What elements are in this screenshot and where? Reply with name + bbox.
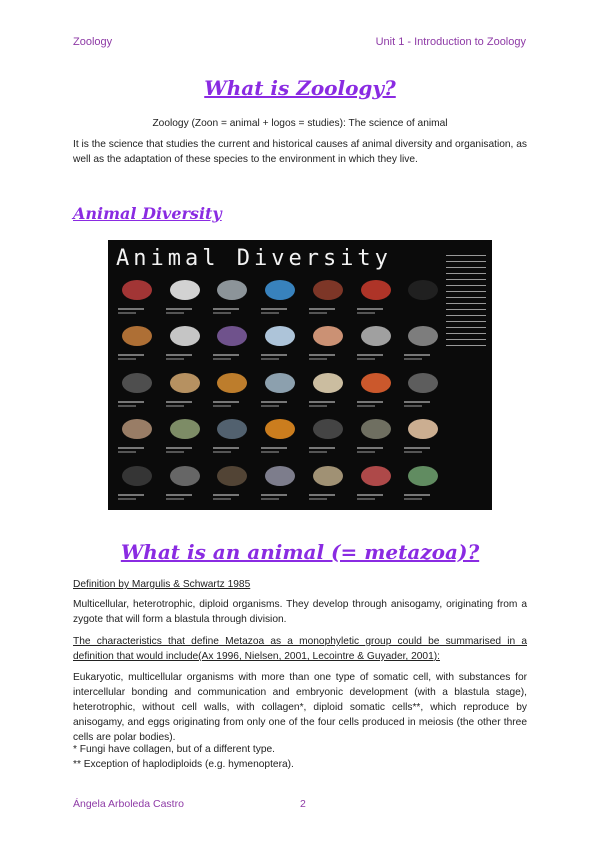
poster-animal xyxy=(209,274,253,316)
poster-animal xyxy=(209,320,253,362)
characteristics-text: Eukaryotic, multicellular organisms with more than one type of somatic cell, with substances for intercellular bonding and communication and embryonic development (with a blastula stage), heterotrophic, without cell walls, with collagen*, diploid somatic cells**, which reproduce by anisogamy, and eggs originating from only one of the four cells produced in meiosis (the other three cells are polar bodies). xyxy=(73,672,527,743)
page-number: 2 xyxy=(300,798,306,810)
definition-text: Multicellular, heterotrophic, diploid organisms. They develop through anisogamy, originating from a zygote that will form a blastula through division. xyxy=(73,599,527,625)
poster-animal xyxy=(400,320,444,362)
poster-animal xyxy=(257,274,301,316)
poster-animal xyxy=(305,367,349,409)
poster-animal xyxy=(305,320,349,362)
poster-animal xyxy=(209,413,253,455)
poster-animal xyxy=(162,413,206,455)
poster-animal xyxy=(400,367,444,409)
poster-animal xyxy=(305,413,349,455)
poster-animal xyxy=(400,274,444,316)
page-title: What is Zoology? xyxy=(204,76,396,100)
section-metazoa-heading: What is an animal (= metazoa)? xyxy=(120,540,480,564)
poster-animal xyxy=(305,460,349,502)
poster-animal xyxy=(209,460,253,502)
poster-animal xyxy=(400,460,444,502)
header-subject: Zoology xyxy=(73,36,113,48)
animal-diversity-poster xyxy=(108,240,492,510)
footer-author: Ángela Arboleda Castro xyxy=(73,798,184,810)
section-animal-diversity-heading: Animal Diversity xyxy=(73,204,222,223)
poster-animal-grid xyxy=(114,274,444,502)
header-unit: Unit 1 - Introduction to Zoology xyxy=(375,36,526,48)
poster-animal xyxy=(162,320,206,362)
poster-animal xyxy=(114,320,158,362)
intro-paragraph: It is the science that studies the current and historical causes af animal diversity and organisation, as well as the adaptation of these species to the environment in which they live. xyxy=(73,139,527,165)
poster-animal xyxy=(114,413,158,455)
poster-animal xyxy=(257,367,301,409)
definition-heading: Definition by Margulis & Schwartz 1985 xyxy=(73,579,251,590)
poster-title: Animal Diversity xyxy=(116,246,392,271)
poster-animal xyxy=(353,367,397,409)
poster-animal xyxy=(162,460,206,502)
poster-animal xyxy=(305,274,349,316)
poster-animal xyxy=(353,413,397,455)
footnote-fungi: * Fungi have collagen, but of a different type. xyxy=(73,744,275,755)
poster-animal xyxy=(400,413,444,455)
poster-animal xyxy=(353,274,397,316)
poster-animal xyxy=(114,367,158,409)
poster-animal xyxy=(353,320,397,362)
poster-animal xyxy=(257,413,301,455)
etymology-line: Zoology (Zoon = animal + logos = studies): The science of animal xyxy=(152,118,448,129)
poster-animal xyxy=(353,460,397,502)
poster-phylogenetic-tree xyxy=(446,250,486,430)
characteristics-heading: The characteristics that define Metazoa as a monophyletic group could be summarised in a definition that would include(Ax 1996, Nielsen, 2001, Lecointre & Guyader, 2001): xyxy=(73,636,527,662)
poster-animal xyxy=(257,320,301,362)
poster-animal xyxy=(209,367,253,409)
poster-animal xyxy=(162,274,206,316)
poster-animal xyxy=(114,460,158,502)
poster-animal xyxy=(162,367,206,409)
footnote-haplodiploids: ** Exception of haplodiploids (e.g. hymenoptera). xyxy=(73,759,294,770)
poster-animal xyxy=(257,460,301,502)
poster-animal xyxy=(114,274,158,316)
